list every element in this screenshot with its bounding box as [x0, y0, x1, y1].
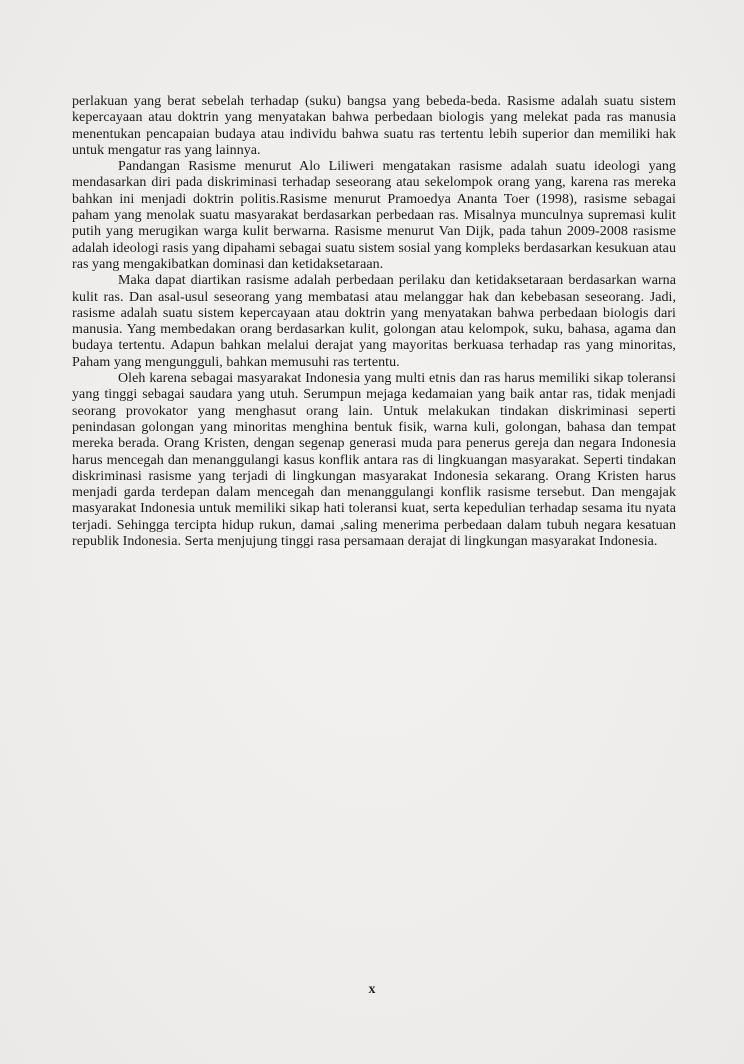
body-text — [72, 94, 676, 550]
paragraph-3: Maka dapat diartikan rasisme adalah perbedaan perilaku dan ketidaksetaraan berdasarkan warna kulit ras. Dan asal-usul seseorang yang membatasi atau melanggar hak dan kebebasan seseorang. Jadi, rasisme adalah suatu sistem kepercayaan atau doktrin yang menyatakan bahwa perbedaan biologis dari manusia. Yang membedakan orang berdasarkan kulit, golongan atau kelompok, suku, bahasa, agama dan budaya tertentu. Adapun bahkan melalui derajat yang mayoritas berkuasa terhadap ras yang minoritas, Paham yang mengungguli, bahkan memusuhi ras tertentu. — [72, 273, 676, 370]
paragraph-4: Oleh karena sebagai masyarakat Indonesia yang multi etnis dan ras harus memiliki sikap toleransi yang tinggi sebagai saudara yang utuh. Serumpun mejaga kedamaian yang baik antar ras, tidak menjadi seorang provokator yang menghasut orang lain. Untuk melakukan tindakan diskriminasi seperti penindasan golongan yang minoritas menghina bentuk fisik, warna kuli, golongan, bahasa dan tempat mereka berada. Orang Kristen, dengan segenap generasi muda para penerus gereja dan negara Indonesia harus mencegah dan menanggulangi kasus konflik antara ras di lingkuangan masyarakat. Seperti tindakan diskriminasi rasisme yang terjadi di lingkungan masyarakat Indonesia sekarang. Orang Kristen harus menjadi garda terdepan dalam mencegah dan menanggulangi konflik rasisme tersebut. Dan mengajak masyarakat Indonesia untuk memiliki sikap hati toleransi kuat, serta kepedulian terhadap sesama itu nyata terjadi. Sehingga tercipta hidup rukun, damai ,saling menerima perbedaan dalam tubuh negara kesatuan republik Indonesia. Serta menjujung tinggi rasa persamaan derajat di lingkungan masyarakat Indonesia. — [72, 371, 676, 550]
paragraph-2: Pandangan Rasisme menurut Alo Liliweri mengatakan rasisme adalah suatu ideologi yang mendasarkan diri pada diskriminasi terhadap seseorang atau sekelompok orang yang, karena ras mereka bahkan ini menjadi doktrin politis.Rasisme menurut Pramoedya Ananta Toer (1998), rasisme sebagai paham yang menolak suatu masyarakat berdasarkan perbedaan ras. Misalnya munculnya supremasi kulit putih yang merugikan warga kulit berwarna. Rasisme menurut Van Dijk, pada tahun 2009-2008 rasisme adalah ideologi rasis yang dipahami sebagai suatu sistem sosial yang kompleks berdasarkan kesukuan atau ras yang mengakibatkan dominasi dan ketidaksetaraan. — [72, 159, 676, 272]
paragraph-1: perlakuan yang berat sebelah terhadap (suku) bangsa yang bebeda-beda. Rasisme adalah suatu sistem kepercayaan atau doktrin yang menyatakan bahwa perbedaan biologis yang melekat pada ras manusia menentukan pencapaian budaya atau individu bahwa suatu ras tertentu lebih superior dan memiliki hak untuk mengatur ras yang lainnya. — [72, 94, 676, 158]
page-number: x — [368, 982, 376, 997]
